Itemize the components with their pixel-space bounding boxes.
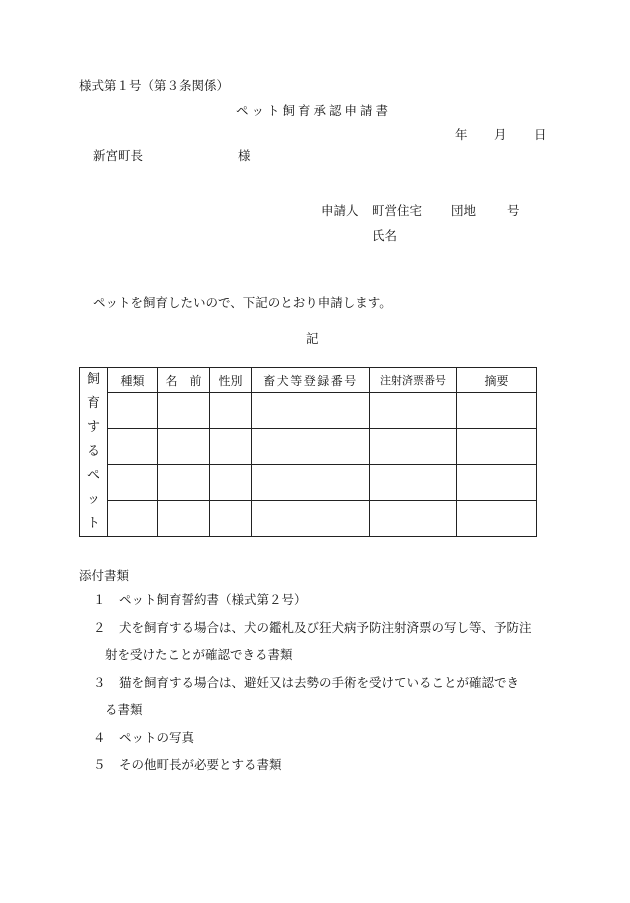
header-sex: 性別 <box>210 368 252 393</box>
attachment-number: １ <box>93 592 106 607</box>
table-cell[interactable] <box>158 465 210 501</box>
side-label-char: ペ <box>86 468 100 483</box>
table-row <box>80 393 537 429</box>
applicant-number: 号 <box>507 203 520 218</box>
body-text: ペットを飼育したいので、下記のとおり申請します。 <box>93 295 392 310</box>
table-cell[interactable] <box>252 465 370 501</box>
addressee-name: 新宮町長 <box>93 148 144 163</box>
pet-table <box>79 367 537 537</box>
table-cell[interactable] <box>370 429 457 465</box>
side-label <box>80 368 107 536</box>
table-cell[interactable] <box>210 429 252 465</box>
addressee-suffix: 様 <box>238 148 251 163</box>
table-cell[interactable] <box>210 393 252 429</box>
attachments-heading: 添付書類 <box>79 568 130 583</box>
header-name: 名 前 <box>158 368 210 393</box>
side-label-char: ッ <box>86 492 100 507</box>
table-cell[interactable] <box>108 429 158 465</box>
table-header-row <box>80 368 537 393</box>
table-cell[interactable] <box>158 393 210 429</box>
attachment-text: ペットの写真 <box>119 730 195 745</box>
table-cell[interactable] <box>252 501 370 537</box>
table-cell[interactable] <box>158 501 210 537</box>
table-row <box>80 429 537 465</box>
header-remarks: 摘要 <box>457 368 537 393</box>
side-label-char: る <box>86 444 100 459</box>
table-cell[interactable] <box>370 501 457 537</box>
date-year: 年 <box>455 127 468 142</box>
table-cell[interactable] <box>370 465 457 501</box>
attachment-text: その他町長が必要とする書類 <box>119 757 282 772</box>
attachment-text: ペット飼育誓約書（様式第２号） <box>119 592 307 607</box>
form-title: ペット飼育承認申請書 <box>236 103 392 118</box>
attachment-number: ３ <box>93 675 106 690</box>
attachment-number: ５ <box>93 757 106 772</box>
header-type: 種類 <box>108 368 158 393</box>
form-number: 様式第１号（第３条関係） <box>79 78 230 93</box>
applicant-name-label: 氏名 <box>372 228 398 243</box>
table-cell[interactable] <box>457 501 537 537</box>
table-cell[interactable] <box>108 465 158 501</box>
attachment-text: 猫を飼育する場合は、避妊又は去勢の手術を受けていることが確認でき <box>119 675 520 690</box>
table-cell[interactable] <box>108 501 158 537</box>
side-label-char: す <box>86 420 100 435</box>
table-row <box>80 501 537 537</box>
header-registration-number: 畜犬等登録番号 <box>252 368 370 393</box>
applicant-housing: 町営住宅 <box>372 203 423 218</box>
table-cell[interactable] <box>252 429 370 465</box>
table-cell[interactable] <box>252 393 370 429</box>
side-label-char: 育 <box>86 396 100 411</box>
table-cell[interactable] <box>158 429 210 465</box>
header-injection-tag-number: 注射済票番号 <box>370 368 457 393</box>
table-cell[interactable] <box>457 393 537 429</box>
table-cell[interactable] <box>210 465 252 501</box>
date-month: 月 <box>494 127 507 142</box>
table-cell[interactable] <box>210 501 252 537</box>
table-cell[interactable] <box>457 465 537 501</box>
applicant-label: 申請人 <box>321 203 359 218</box>
date-day: 日 <box>534 127 547 142</box>
ki-heading: 記 <box>306 331 319 346</box>
applicant-block: 団地 <box>451 203 477 218</box>
table-cell[interactable] <box>370 393 457 429</box>
side-label-char: ト <box>86 516 100 531</box>
attachment-text: 犬を飼育する場合は、犬の鑑札及び狂犬病予防注射済票の写し等、予防注 <box>119 620 532 635</box>
attachment-number: ４ <box>93 730 106 745</box>
side-label-char: 飼 <box>86 372 100 387</box>
table-row <box>80 465 537 501</box>
attachment-text-continued: る書類 <box>105 702 143 717</box>
attachment-text-continued: 射を受けたことが確認できる書類 <box>105 647 293 662</box>
table-cell[interactable] <box>457 429 537 465</box>
side-label-cell <box>80 368 108 537</box>
table-cell[interactable] <box>108 393 158 429</box>
attachment-number: ２ <box>93 620 106 635</box>
